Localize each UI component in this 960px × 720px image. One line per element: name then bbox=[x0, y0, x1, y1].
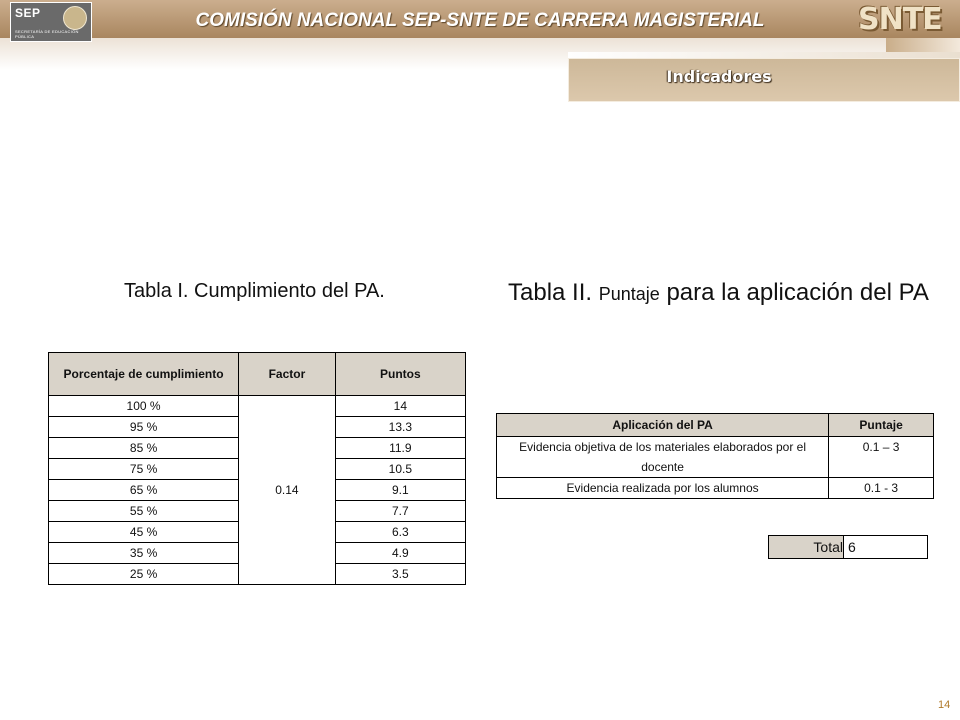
total-table bbox=[768, 535, 928, 559]
cell-points: 6.3 bbox=[335, 522, 465, 543]
cell-percentage: 45 % bbox=[49, 522, 239, 543]
cell-application: Evidencia objetiva de los materiales elaborados por el docente bbox=[497, 437, 829, 478]
cell-factor: 0.14 bbox=[239, 396, 336, 585]
sep-logo-text: SEP bbox=[15, 6, 41, 20]
cell-score: 0.1 - 3 bbox=[829, 478, 934, 499]
table-header-row bbox=[497, 414, 934, 437]
page-title: COMISIÓN NACIONAL SEP-SNTE DE CARRERA MAGISTERIAL bbox=[195, 10, 765, 31]
cell-points: 13.3 bbox=[335, 417, 465, 438]
page-number: 14 bbox=[938, 699, 951, 711]
cell-points: 10.5 bbox=[335, 459, 465, 480]
cell-percentage: 55 % bbox=[49, 501, 239, 522]
table2-title bbox=[508, 279, 929, 307]
section-tab bbox=[568, 58, 960, 102]
table-row bbox=[497, 478, 934, 499]
sep-logo-subtext: SECRETARÍA DE EDUCACIÓN PÚBLICA bbox=[15, 29, 79, 39]
cell-percentage: 85 % bbox=[49, 438, 239, 459]
cell-points: 11.9 bbox=[335, 438, 465, 459]
header-application: Aplicación del PA bbox=[497, 414, 829, 437]
cell-score: 0.1 – 3 bbox=[829, 437, 934, 478]
cell-percentage: 100 % bbox=[49, 396, 239, 417]
table2-title-part-c: para la aplicación del PA bbox=[659, 279, 929, 306]
total-label: Total bbox=[769, 536, 844, 559]
cell-points: 4.9 bbox=[335, 543, 465, 564]
table-row bbox=[769, 536, 928, 559]
cell-points: 14 bbox=[335, 396, 465, 417]
cell-percentage: 35 % bbox=[49, 543, 239, 564]
header-points: Puntos bbox=[335, 353, 465, 396]
table2-title-part-a: Tabla II. bbox=[508, 279, 599, 306]
table-row bbox=[497, 437, 934, 478]
table-row bbox=[49, 396, 466, 417]
cell-application: Evidencia realizada por los alumnos bbox=[497, 478, 829, 499]
table1-title: Tabla I. Cumplimiento del PA. bbox=[124, 280, 385, 302]
table-header-row bbox=[49, 353, 466, 396]
cell-percentage: 95 % bbox=[49, 417, 239, 438]
cell-percentage: 65 % bbox=[49, 480, 239, 501]
table2-title-part-b: Puntaje bbox=[598, 284, 660, 304]
cell-points: 7.7 bbox=[335, 501, 465, 522]
header-percentage: Porcentaje de cumplimiento bbox=[49, 353, 239, 396]
section-tab-label: Indicadores bbox=[666, 67, 772, 86]
header-factor: Factor bbox=[239, 353, 336, 396]
total-value: 6 bbox=[844, 536, 928, 559]
application-score-table bbox=[496, 413, 934, 499]
snte-logo: SNTE bbox=[858, 2, 942, 37]
cell-points: 9.1 bbox=[335, 480, 465, 501]
cell-points: 3.5 bbox=[335, 564, 465, 585]
compliance-table bbox=[48, 352, 466, 585]
cell-percentage: 75 % bbox=[49, 459, 239, 480]
cell-percentage: 25 % bbox=[49, 564, 239, 585]
header-score: Puntaje bbox=[829, 414, 934, 437]
